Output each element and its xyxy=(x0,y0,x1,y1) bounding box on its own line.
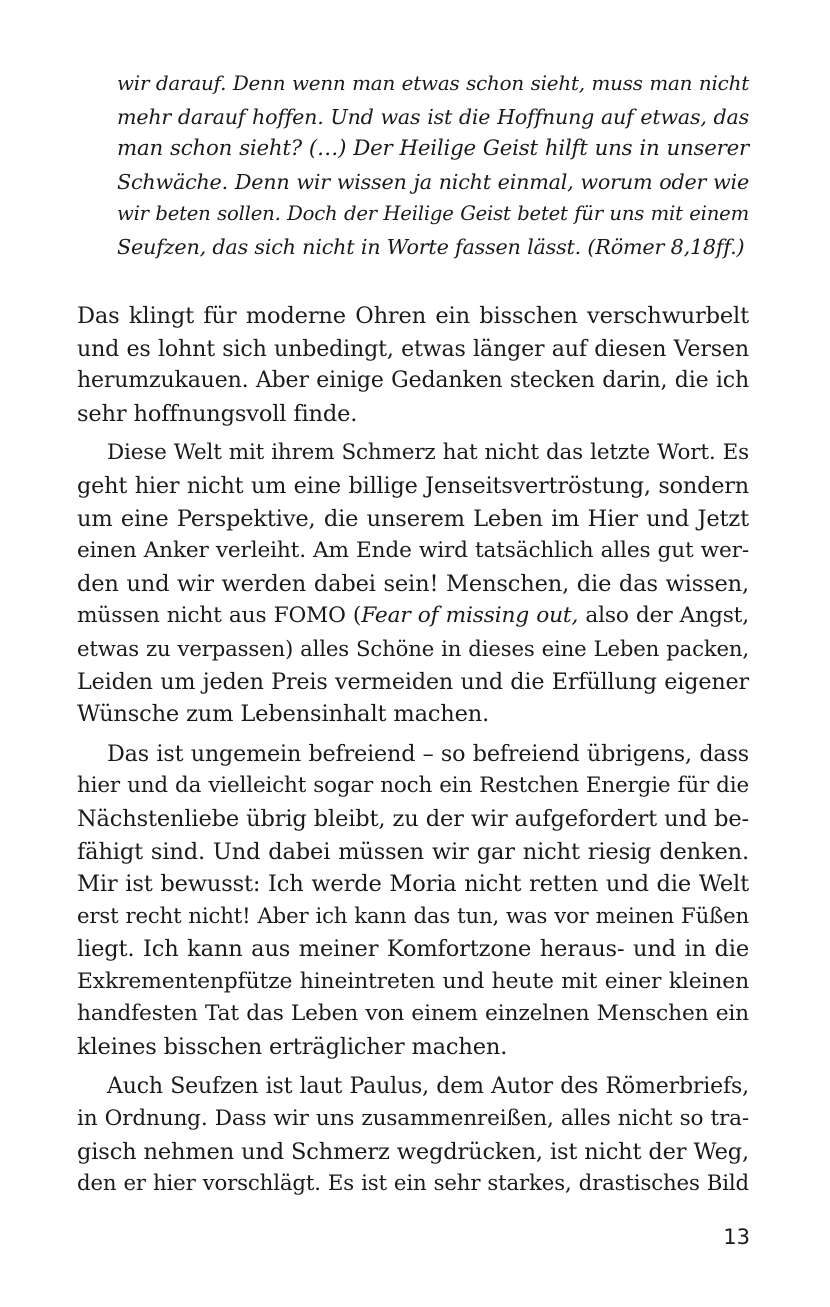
paragraph-2-line: Diese Welt mit ihrem Schmerz hat nicht das letzte Wort. Es xyxy=(107,440,749,466)
paragraph-2-line: den und wir werden dabei sein! Menschen, die das wissen, xyxy=(77,570,749,597)
paragraph-3-line: Mir ist bewusst: Ich werde Moria nicht retten und die Welt xyxy=(77,871,749,898)
paragraph-2-fomo-line xyxy=(77,600,749,633)
page-number: 13 xyxy=(723,1225,750,1249)
paragraph-2-line: einen Anker verleiht. Am Ende wird tatsächlich alles gut wer- xyxy=(77,538,749,564)
fomo-text-before: müssen nicht aus FOMO ( xyxy=(77,603,362,629)
paragraph-2-line: Wünsche zum Lebensinhalt machen. xyxy=(77,701,490,728)
paragraph-1-line: herumzukauen. Aber einige Gedanken stecken darin, die ich xyxy=(77,368,749,394)
quote-line: wir beten sollen. Doch der Heilige Geist betet für uns mit einem xyxy=(117,202,749,226)
paragraph-3-line: hier und da vielleicht sogar noch ein Restchen Energie für die xyxy=(77,773,749,799)
paragraph-2-line: geht hier nicht um eine billige Jenseitsvertröstung, sondern xyxy=(77,472,749,499)
quote-line: wir darauf. Denn wenn man etwas schon sieht, muss man nicht xyxy=(117,72,749,95)
body-text xyxy=(77,300,749,1201)
paragraph-1-line: Das klingt für moderne Ohren ein bisschen verschwurbelt xyxy=(77,303,749,329)
paragraph-2-line: um eine Perspektive, die unserem Leben im Hier und Jetzt xyxy=(77,505,749,532)
paragraph-1-line: und es lohnt sich unbedingt, etwas länger auf diesen Versen xyxy=(77,335,749,362)
paragraph-gap xyxy=(77,731,749,738)
paragraph-3-line: Nächstenliebe übrig bleibt, zu der wir aufgefordert und be- xyxy=(77,805,749,832)
paragraph-3-line: fähigt sind. Und dabei müssen wir gar nicht riesig denken. xyxy=(77,838,749,865)
paragraph-3-line: Exkrementenpfütze hineintreten und heute mit einer kleinen xyxy=(77,968,749,994)
paragraph-4-line: den er hier vorschlägt. Es ist ein sehr starkes, drastisches Bild xyxy=(77,1171,749,1197)
paragraph-3-line: handfesten Tat das Leben von einem einzelnen Menschen ein xyxy=(77,1001,749,1027)
fomo-text-after: also der Angst, xyxy=(578,603,749,629)
paragraph-3-line: erst recht nicht! Aber ich kann das tun, was vor meinen Füßen xyxy=(77,903,749,929)
paragraph-2-line: etwas zu verpassen) alles Schöne in dieses eine Leben packen, xyxy=(77,635,749,661)
bible-quote xyxy=(117,68,749,264)
paragraph-gap xyxy=(77,1064,749,1071)
quote-line: mehr darauf hoffen. Und was ist die Hoffnung auf etwas, das xyxy=(117,104,749,129)
fomo-italic-text: Fear of missing out, xyxy=(361,603,579,629)
paragraph-3-line: Das ist ungemein befreiend – so befreiend übrigens, dass xyxy=(107,740,749,767)
quote-line: Seufzen, das sich nicht in Worte fassen lässt. (Römer 8,18ff.) xyxy=(117,234,745,259)
paragraph-1-line: sehr hoffnungsvoll finde. xyxy=(77,400,358,427)
paragraph-3-line: kleines bisschen erträglicher machen. xyxy=(77,1034,508,1061)
paragraph-4-line: Auch Seufzen ist laut Paulus, dem Autor des Römerbriefs, xyxy=(107,1073,749,1099)
quote-line: man schon sieht? (…) Der Heilige Geist hilft uns in unserer xyxy=(117,136,749,162)
paragraph-4-line: in Ordnung. Dass wir uns zusammenreißen, alles nicht so tra- xyxy=(77,1106,749,1132)
paragraph-3-line: liegt. Ich kann aus meiner Komfortzone heraus- und in die xyxy=(77,936,749,963)
paragraph-2-line: Leiden um jeden Preis vermeiden und die Erfüllung eigener xyxy=(77,668,749,695)
paragraph-gap xyxy=(77,430,749,437)
paragraph-4-line: gisch nehmen und Schmerz wegdrücken, ist nicht der Weg, xyxy=(77,1138,749,1165)
quote-line: Schwäche. Denn wir wissen ja nicht einmal, worum oder wie xyxy=(117,169,749,194)
